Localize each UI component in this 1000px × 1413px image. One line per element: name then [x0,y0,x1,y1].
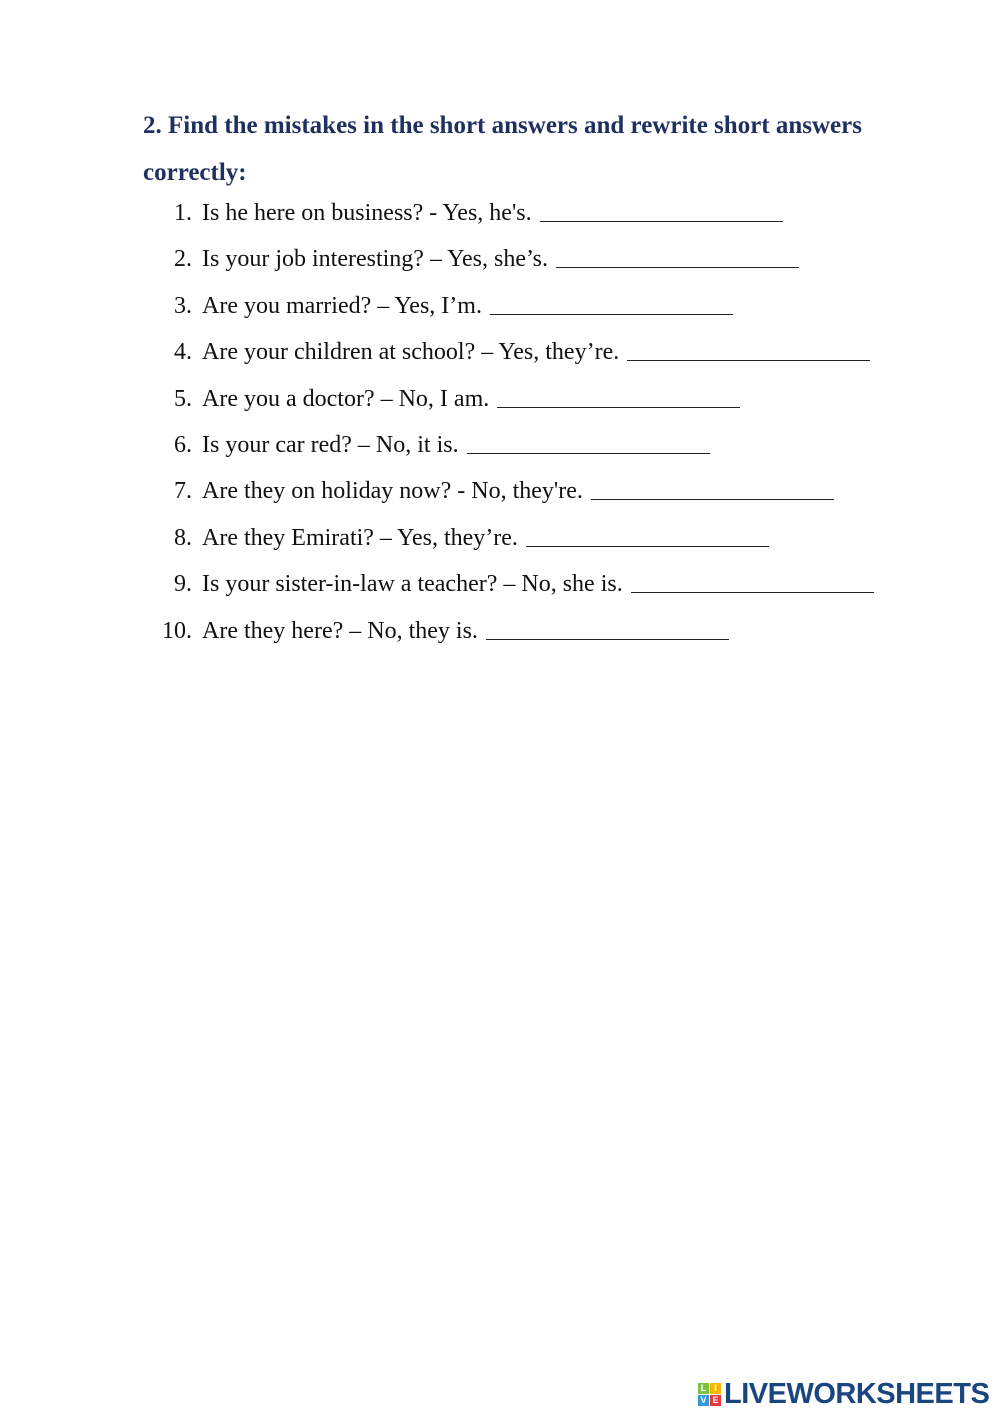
list-item [150,335,874,381]
answer-blank[interactable] [497,382,740,408]
list-item [150,428,874,474]
item-number: 7. [174,478,192,505]
answer-blank[interactable] [631,567,874,593]
answer-blank[interactable] [627,335,870,361]
item-number: 9. [174,571,192,598]
item-number: 4. [174,339,192,366]
answer-blank[interactable] [556,242,799,268]
answer-blank[interactable] [467,428,710,454]
exercise-list [150,196,874,660]
item-number: 1. [174,200,192,226]
logo-badge-icon: L I V E [698,1383,721,1406]
item-number: 3. [174,292,192,319]
exercise-title: 2. Find the mistakes in the short answers and rewrite short answers correctly: [143,112,862,186]
item-text: Is your car red? – No, it is. [202,431,459,458]
list-item [150,567,874,613]
answer-blank[interactable] [526,521,769,547]
item-text: Is your sister-in-law a teacher? – No, she is. [202,571,623,598]
item-number: 2. [174,246,192,273]
item-text: Are you married? – Yes, I’m. [202,292,482,319]
item-text: Is your job interesting? – Yes, she’s. [202,246,548,273]
list-item [150,289,874,335]
list-item [150,196,874,242]
list-item [150,521,874,567]
item-text: Are they here? – No, they is. [202,617,478,644]
item-number: 6. [174,431,192,458]
list-item [150,614,874,660]
list-item [150,382,874,428]
answer-blank[interactable] [490,289,733,315]
item-text: Are they Emirati? – Yes, they’re. [202,524,518,551]
item-text: Are your children at school? – Yes, they’re. [202,339,620,366]
answer-blank[interactable] [591,474,834,500]
item-text: Is he here on business? - Yes, he's. [202,200,532,226]
item-number: 10. [162,617,192,644]
answer-blank[interactable] [486,614,729,640]
logo-text: LIVEWORKSHEETS [724,1378,990,1410]
item-number: 8. [174,524,192,551]
answer-blank[interactable] [540,196,783,222]
list-item [150,474,874,520]
item-text: Are you a doctor? – No, I am. [202,385,490,412]
item-number: 5. [174,385,192,412]
list-item [150,242,874,288]
liveworksheets-logo [698,1378,989,1411]
item-text: Are they on holiday now? - No, they're. [202,478,583,505]
